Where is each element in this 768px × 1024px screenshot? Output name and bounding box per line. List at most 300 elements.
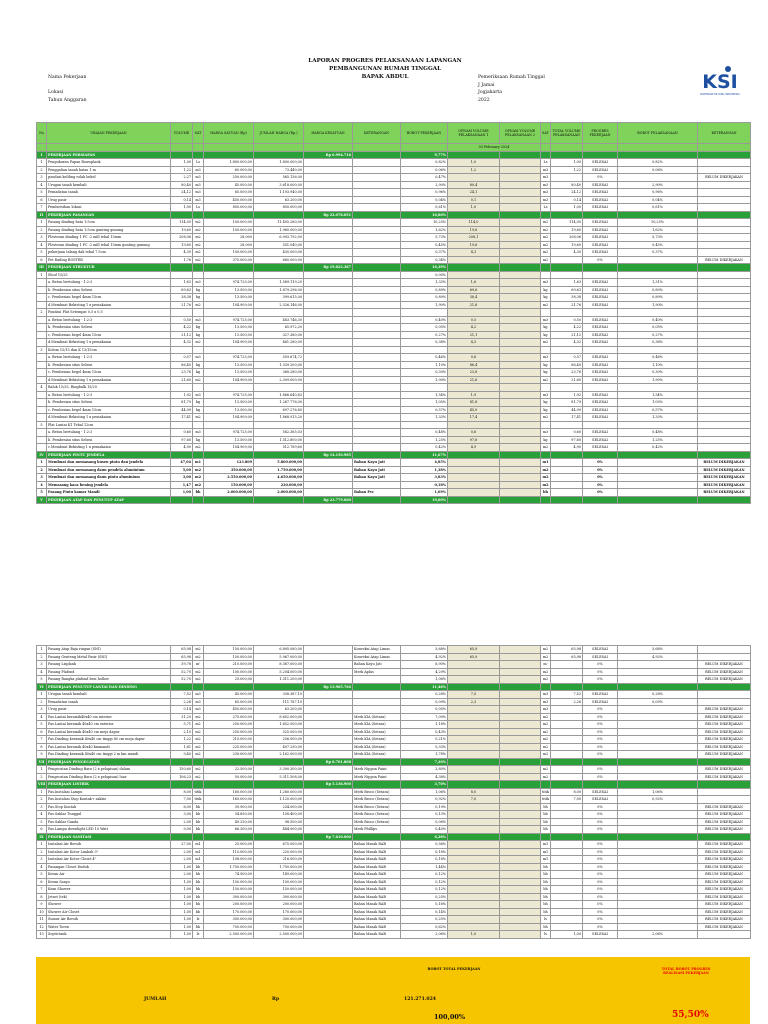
table-cell (698, 339, 751, 347)
table-cell (583, 781, 618, 789)
table-cell (448, 886, 500, 894)
table-cell (448, 736, 500, 744)
table-cell (500, 376, 541, 384)
table-cell: BELUM DIKERJAKAN (698, 706, 751, 714)
table-cell: 22.500,00 (204, 766, 254, 774)
table-cell: 2,26 (171, 698, 193, 706)
table-cell: PEKERJAAN ATAP DAN PENUTUP ATAP (47, 496, 171, 504)
table-cell (698, 151, 751, 159)
table-cell (500, 833, 541, 841)
table-cell: bh (541, 901, 551, 909)
table-cell (698, 316, 751, 324)
table-cell: 100.000,00 (204, 226, 254, 234)
total-weight-value: 100,00% (434, 1013, 466, 1021)
table-cell (618, 833, 698, 841)
table-cell: bh (541, 803, 551, 811)
table-cell: 220.000,00 (254, 848, 304, 856)
table-cell: bh (193, 803, 204, 811)
table-cell (551, 271, 583, 279)
table-cell: 6.895.080,00 (254, 646, 304, 654)
table-cell: 16,80% (401, 211, 448, 219)
table-cell (551, 211, 583, 219)
table-cell: m2 (193, 444, 204, 452)
table-cell: SELESAI (583, 796, 618, 804)
table-cell: 3 (37, 856, 47, 864)
table-cell (541, 309, 551, 317)
table-cell: 5 (37, 421, 47, 429)
table-cell: m2 (193, 721, 204, 729)
table-cell: Pasangan Closet Duduk (47, 863, 171, 871)
table-cell: 25.000,00 (204, 676, 254, 684)
table-cell: SELESAI (583, 406, 618, 414)
table-cell (353, 384, 401, 392)
table-cell: bh (193, 811, 204, 819)
table-cell: 65,98 (551, 653, 583, 661)
table-cell (500, 489, 541, 497)
table-cell (698, 361, 751, 369)
table-cell: 4,38% (401, 773, 448, 781)
table-row (37, 361, 751, 369)
table-cell: 2,10 (171, 728, 193, 736)
table-cell: Bahan Masak RAB (353, 886, 401, 894)
table-cell (583, 264, 618, 272)
table-cell (353, 429, 401, 437)
table-cell: 250.000,00 (204, 728, 254, 736)
table-cell (618, 481, 698, 489)
table-cell (698, 406, 751, 414)
table-cell (698, 211, 751, 219)
table-cell: ls (193, 916, 204, 924)
table-cell (304, 324, 353, 332)
table-cell: 208,06 (171, 234, 193, 242)
table-cell (353, 166, 401, 174)
table-row (37, 309, 751, 317)
table-cell (448, 893, 500, 901)
table-cell: 5.800.000,00 (254, 459, 304, 467)
table-cell: 2.000.000,00 (204, 489, 254, 497)
table-cell: m2 (193, 339, 204, 347)
table-cell: kg (193, 436, 204, 444)
table-cell: 4 (37, 481, 47, 489)
table-cell: 0% (583, 893, 618, 901)
table-cell (171, 781, 193, 789)
table-cell: 1,90% (618, 376, 698, 384)
table-cell: pondasi keliling rolak bekel (47, 174, 171, 182)
table-cell: 21,6 (448, 376, 500, 384)
table-cell (698, 758, 751, 766)
table-cell (304, 159, 353, 167)
table-cell: 17,4 (448, 414, 500, 422)
table-cell (171, 421, 193, 429)
table-cell: 350.000,00 (204, 466, 254, 474)
table-cell: 0,25% (401, 893, 448, 901)
table-cell (448, 668, 500, 676)
table-cell (618, 863, 698, 871)
table-cell (551, 743, 583, 751)
table-cell: 300.000,00 (204, 893, 254, 901)
table-cell: 974.725,00 (204, 429, 254, 437)
table-cell: 5,71 (171, 721, 193, 729)
table-cell: 2 (37, 466, 47, 474)
table-cell: Instalasi Air Kotor Limbah 3" (47, 848, 171, 856)
table-cell: 114,05 (551, 219, 583, 227)
table-cell: 0,82% (618, 159, 698, 167)
table-cell (37, 444, 47, 452)
table-cell: 5 (37, 818, 47, 826)
table-cell (304, 249, 353, 257)
table-cell: Merk Broco (Setara) (353, 818, 401, 826)
table-cell: 1.267.776,00 (254, 399, 304, 407)
table-cell: 0,60 (551, 429, 583, 437)
table-cell: PEKERJAAN PENGECATAN (47, 758, 171, 766)
table-cell: 1,81 (171, 743, 193, 751)
table-cell: m2 (193, 466, 204, 474)
table-cell: 4,29% (401, 668, 448, 676)
table-cell (551, 863, 583, 871)
table-cell: m2 (193, 668, 204, 676)
table-cell (304, 354, 353, 362)
table-cell: 4,30 (551, 249, 583, 257)
table-cell (618, 309, 698, 317)
table-cell: titik (193, 796, 204, 804)
table-cell (500, 361, 541, 369)
table-cell: BELUM DIKERJAKAN (698, 848, 751, 856)
table-cell: 0% (583, 713, 618, 721)
table-cell: BELUM DIKERJAKAN (698, 773, 751, 781)
table-cell (353, 376, 401, 384)
table-cell: 2 (37, 226, 47, 234)
table-cell (618, 743, 698, 751)
table-cell: 0,40% (401, 826, 448, 834)
table-cell (500, 474, 541, 482)
table-cell: 565.136,00 (254, 174, 304, 182)
table-cell (254, 758, 304, 766)
table-cell: 208,1 (448, 234, 500, 242)
table-cell (500, 481, 541, 489)
table-cell: Kran Shower (47, 886, 171, 894)
table-cell (500, 459, 541, 467)
table-cell: Urug pasir (47, 196, 171, 204)
table-cell (500, 234, 541, 242)
table-cell (500, 863, 541, 871)
table-cell: m2 (541, 751, 551, 759)
table-cell (500, 848, 541, 856)
table-cell (551, 826, 583, 834)
table-cell: 47,04 (171, 459, 193, 467)
table-cell (254, 309, 304, 317)
table-cell: 0,06% (618, 166, 698, 174)
table-cell (37, 429, 47, 437)
table-cell (204, 833, 254, 841)
table-cell: m3 (541, 354, 551, 362)
table-cell: 19,60 (551, 226, 583, 234)
table-cell: 158.400,00 (254, 811, 304, 819)
table-cell: 1,62% (401, 226, 448, 234)
table-cell: 7,00 (171, 796, 193, 804)
table-cell: Rp 23.779.060 (304, 496, 353, 504)
table-cell: 0,14 (551, 196, 583, 204)
table-row (37, 713, 751, 721)
table-cell: 250.000,00 (204, 174, 254, 182)
table-cell: 21,76 (171, 301, 193, 309)
svg-text:KONTRAKTOR SIPIL INDONESIA: KONTRAKTOR SIPIL INDONESIA (700, 93, 740, 96)
table-cell: 23,76 (171, 369, 193, 377)
table-cell: 1,25% (618, 436, 698, 444)
table-row (37, 668, 751, 676)
table-cell (500, 301, 541, 309)
table-cell (353, 151, 401, 159)
table-cell (698, 181, 751, 189)
table-cell: d.Membuat Bekisting 1 x pemakaian (47, 414, 171, 422)
table-cell (353, 204, 401, 212)
table-cell: 21,60 (171, 376, 193, 384)
table-cell: 1,90% (401, 301, 448, 309)
table-cell: kg (193, 294, 204, 302)
meta-value-year: 2022 (478, 97, 490, 103)
table-cell: 2.309.000,00 (254, 376, 304, 384)
table-cell: 0,57 (171, 354, 193, 362)
table-cell (500, 923, 541, 931)
table-cell: 0,09% (401, 698, 448, 706)
table-cell: bh (541, 811, 551, 819)
table-cell: kg (193, 369, 204, 377)
table-cell (353, 406, 401, 414)
table-cell: 430.000,00 (254, 249, 304, 257)
table-cell: 0,04% (401, 196, 448, 204)
table-cell: Pasang dinding bata 1:5cm (47, 219, 171, 227)
table-cell (698, 414, 751, 422)
table-cell: 21,1 (448, 331, 500, 339)
table-cell: 1,69% (401, 489, 448, 497)
table-cell (500, 886, 541, 894)
table-cell: m3 (193, 174, 204, 182)
table-row (37, 166, 751, 174)
table-cell (500, 691, 541, 699)
progress-total-label: TOTAL BOBOT PROGRES REALISASI PEKERJAAN (661, 967, 711, 976)
table-cell: BELUM DIKERJAKAN (698, 721, 751, 729)
table-cell: 1,00 (171, 489, 193, 497)
table-cell (583, 346, 618, 354)
table-row (37, 878, 751, 886)
table-cell (353, 436, 401, 444)
table-cell: m1 (541, 848, 551, 856)
table-cell (618, 916, 698, 924)
table-cell (304, 286, 353, 294)
table-cell: 0,46% (618, 354, 698, 362)
table-cell: m3 (193, 391, 204, 399)
table-cell: 81,79 (551, 399, 583, 407)
table-cell: m2 (193, 773, 204, 781)
table-cell: 11 (37, 916, 47, 924)
table-cell (500, 421, 541, 429)
table-cell: b. Pembesian sitas Sebesi (47, 399, 171, 407)
table-cell (500, 796, 541, 804)
table-cell: m' (541, 661, 551, 669)
table-cell: 450.000,00 (204, 196, 254, 204)
meta-label-project: Nama Pekerjaan (48, 75, 87, 80)
table-cell (448, 826, 500, 834)
table-cell (448, 264, 500, 272)
table-cell: 1,47 (171, 481, 193, 489)
table-cell: 1,06% (401, 788, 448, 796)
table-cell (448, 818, 500, 826)
report-title (260, 57, 510, 81)
table-cell: 5,68% (401, 646, 448, 654)
table-cell: 0% (583, 826, 618, 834)
table-cell (698, 219, 751, 227)
table-cell (618, 758, 698, 766)
table-cell: 2 (37, 796, 47, 804)
table-cell: 0,19% (401, 803, 448, 811)
table-cell (304, 466, 353, 474)
table-row (37, 698, 751, 706)
table-cell: 65.000,00 (204, 189, 254, 197)
table-cell: 1.311.200,00 (254, 676, 304, 684)
table-cell: Bahan Masak RAB (353, 871, 401, 879)
table-cell (254, 781, 304, 789)
table-cell: 19,60 (551, 241, 583, 249)
table-cell (500, 736, 541, 744)
table-cell (618, 256, 698, 264)
table-cell (500, 661, 541, 669)
table-cell: 697.276,80 (254, 406, 304, 414)
table-cell: 104.909,00 (204, 376, 254, 384)
table-cell (304, 301, 353, 309)
table-cell (618, 174, 698, 182)
table-cell: SELESAI (583, 354, 618, 362)
table-header-row (37, 123, 751, 144)
table-cell (304, 204, 353, 212)
table-cell: 1,25% (401, 436, 448, 444)
table-cell: 1,22 (171, 166, 193, 174)
table-cell (500, 856, 541, 864)
table-cell (37, 324, 47, 332)
table-cell (500, 264, 541, 272)
total-currency: Rp (272, 997, 280, 1002)
table-cell (618, 211, 698, 219)
table-cell (304, 414, 353, 422)
table-cell: 3,70% (401, 781, 448, 789)
table-cell: 150.000,00 (204, 481, 254, 489)
table-cell: 0,14% (401, 908, 448, 916)
table-row (37, 316, 751, 324)
table-cell: 104.909,00 (204, 339, 254, 347)
table-cell (698, 436, 751, 444)
table-cell: Pas.Lantai keramik40x40 cm interior (47, 713, 171, 721)
table-cell: SELESAI (583, 219, 618, 227)
table-cell: kg (193, 331, 204, 339)
table-cell (551, 736, 583, 744)
table-cell (193, 421, 204, 429)
table-cell (500, 211, 541, 219)
table-cell: BELUM DIKERJAKAN (698, 871, 751, 879)
table-cell (171, 451, 193, 459)
table-cell: BELUM DIKERJAKAN (698, 676, 751, 684)
table-cell (353, 691, 401, 699)
table-cell: 230.000,00 (204, 751, 254, 759)
table-cell (551, 256, 583, 264)
table-cell: 0,57% (401, 406, 448, 414)
table-cell (618, 706, 698, 714)
header-cell: OPNAM VOLUME PELAKSANAAN 1 (448, 123, 500, 144)
table-cell: 97,6 (448, 436, 500, 444)
table-cell: 0,6 (448, 354, 500, 362)
table-cell (618, 841, 698, 849)
table-cell (353, 286, 401, 294)
table-cell (551, 766, 583, 774)
table-row (37, 414, 751, 422)
table-cell: 974.725,00 (204, 279, 254, 287)
table-cell: 5,73% (618, 234, 698, 242)
table-row (37, 466, 751, 474)
table-cell: 2,00 (171, 856, 193, 864)
table-cell: m2 (541, 219, 551, 227)
table-cell (618, 766, 698, 774)
table-cell: 0% (583, 856, 618, 864)
table-cell (551, 848, 583, 856)
table-cell: 0,18% (401, 481, 448, 489)
table-cell: Pasang Atap Baja ringan (SNI) (47, 646, 171, 654)
table-cell (541, 683, 551, 691)
table-cell: 9 (37, 751, 47, 759)
table-cell (500, 646, 541, 654)
table-cell (551, 751, 583, 759)
table-cell (500, 159, 541, 167)
table-cell: Pas.Dinding keramik 40x40 cm tinggi 80 cm meja dapur (47, 736, 171, 744)
table-cell: m3 (193, 429, 204, 437)
table-cell (401, 346, 448, 354)
table-cell: 1,54% (618, 391, 698, 399)
table-cell: Balok 15/25, Ringbalk 15/20 (47, 384, 171, 392)
table-cell: Pasang Genteng Metal Pasir (SNI) (47, 653, 171, 661)
table-cell (500, 766, 541, 774)
table-cell: 1,44% (401, 863, 448, 871)
table-cell (551, 773, 583, 781)
table-cell (551, 908, 583, 916)
table-cell: 675.000,00 (254, 841, 304, 849)
table-cell: 0,57% (618, 406, 698, 414)
table-cell: PEKERJAAN STRUKTUR (47, 264, 171, 272)
table-cell (304, 908, 353, 916)
table-cell: 1,00 (171, 204, 193, 212)
table-cell: kg (541, 324, 551, 332)
table-cell: 100.000,00 (204, 249, 254, 257)
table-cell: 525.000,00 (254, 728, 304, 736)
table-cell: PEKERJAAN LISTRIK (47, 781, 171, 789)
table-cell (500, 166, 541, 174)
table-cell (171, 496, 193, 504)
table-cell (500, 331, 541, 339)
table-cell (698, 781, 751, 789)
table-cell (448, 803, 500, 811)
table-cell (698, 444, 751, 452)
table-cell: SELESAI (583, 339, 618, 347)
table-cell: Pas.Lantai keramik 40x40 cm exterior (47, 721, 171, 729)
table-cell (551, 856, 583, 864)
table-cell (698, 691, 751, 699)
table-cell (618, 474, 698, 482)
table-cell: 0% (583, 721, 618, 729)
table-cell (204, 421, 254, 429)
table-cell (304, 893, 353, 901)
table-cell: bh (541, 908, 551, 916)
table-cell (171, 346, 193, 354)
table-cell: 104.909,00 (204, 301, 254, 309)
table-cell (37, 406, 47, 414)
table-cell: 19,60% (401, 496, 448, 504)
table-cell (193, 151, 204, 159)
table-row (37, 886, 751, 894)
